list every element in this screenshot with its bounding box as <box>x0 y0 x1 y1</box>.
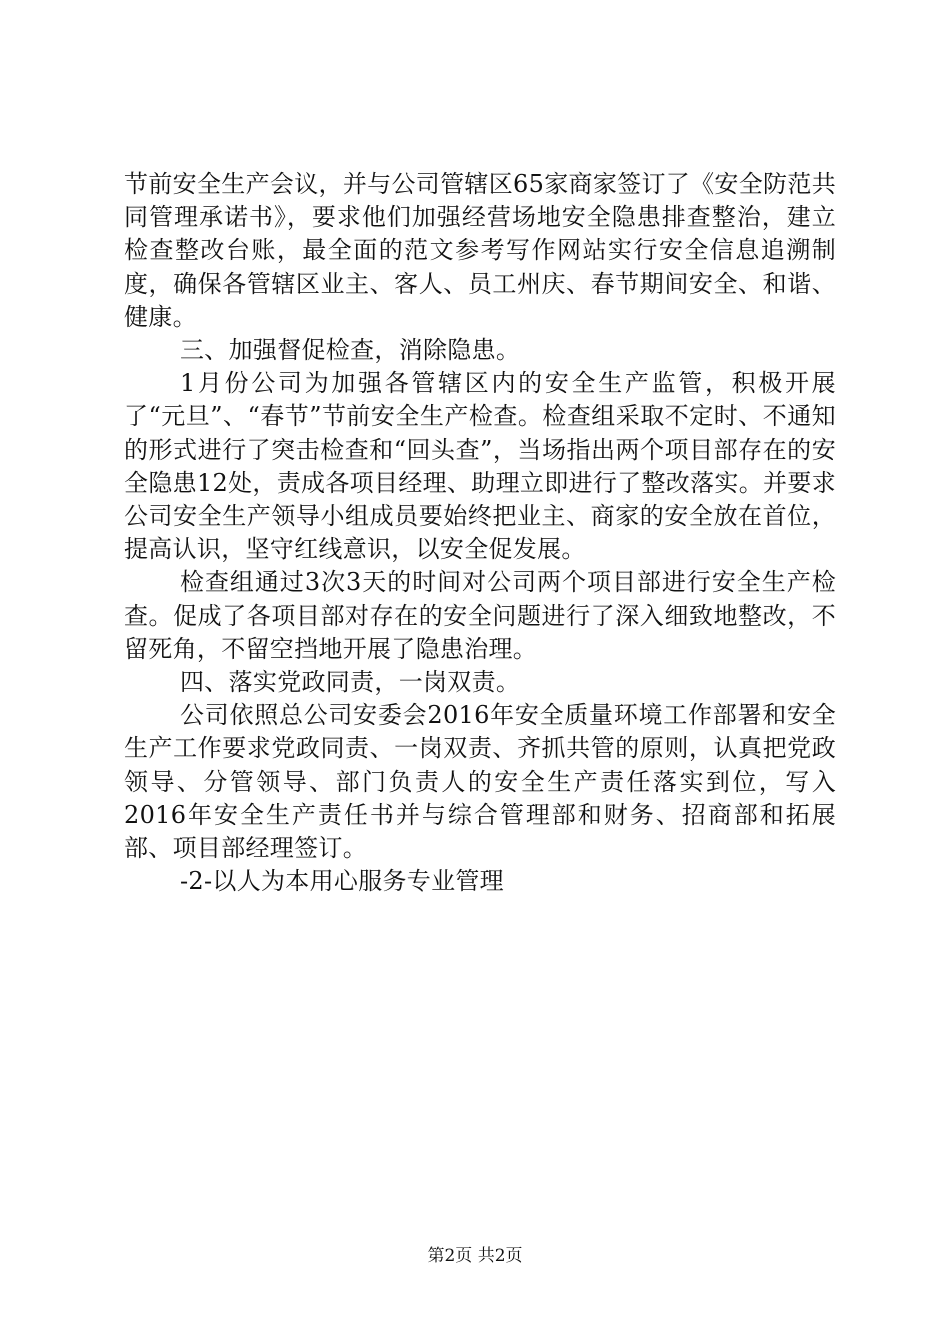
paragraph-continuation: 节前安全生产会议，并与公司管辖区65家商家签订了《安全防范共同管理承诺书》，要求他们加强经营场地安全隐患排查整治，建立检查整改台账，最全面的范文参考写作网站实行安全信息追溯制度，确保各管辖区业主、客人、员工州庆、春节期间安全、和谐、健康。 <box>124 170 836 331</box>
section-heading-4: 四、落实党政同责，一岗双责。 <box>180 668 521 697</box>
document-body <box>124 168 836 898</box>
section-heading-3: 三、加强督促检查，消除隐患。 <box>180 336 521 365</box>
page-number-footer: 第2页 共2页 <box>427 1246 523 1266</box>
paragraph-responsibility: 公司依照总公司安委会2016年安全质量环境工作部署和安全生产工作要求党政同责、一岗双责、齐抓共管的原则，认真把党政领导、分管领导、部门负责人的安全生产责任落实到位，写入2016年安全生产责任书并与综合管理部和财务、招商部和拓展部、项目部经理签订。 <box>124 701 836 863</box>
paragraph-inspection: 1月份公司为加强各管辖区内的安全生产监管，积极开展了“元旦”、“春节”节前安全生产检查。检查组采取不定时、不通知的形式进行了突击检查和“回头查”，当场指出两个项目部存在的安全隐患12处，责成各项目经理、助理立即进行了整改落实。并要求公司安全生产领导小组成员要始终把业主、商家的安全放在首位，提高认识，坚守红线意识，以安全促发展。 <box>124 369 836 564</box>
page-slogan: -2-以人为本用心服务专业管理 <box>180 867 504 896</box>
paragraph-inspection-team: 检查组通过3次3天的时间对公司两个项目部进行安全生产检查。促成了各项目部对存在的安全问题进行了深入细致地整改，不留死角，不留空挡地开展了隐患治理。 <box>124 568 836 663</box>
